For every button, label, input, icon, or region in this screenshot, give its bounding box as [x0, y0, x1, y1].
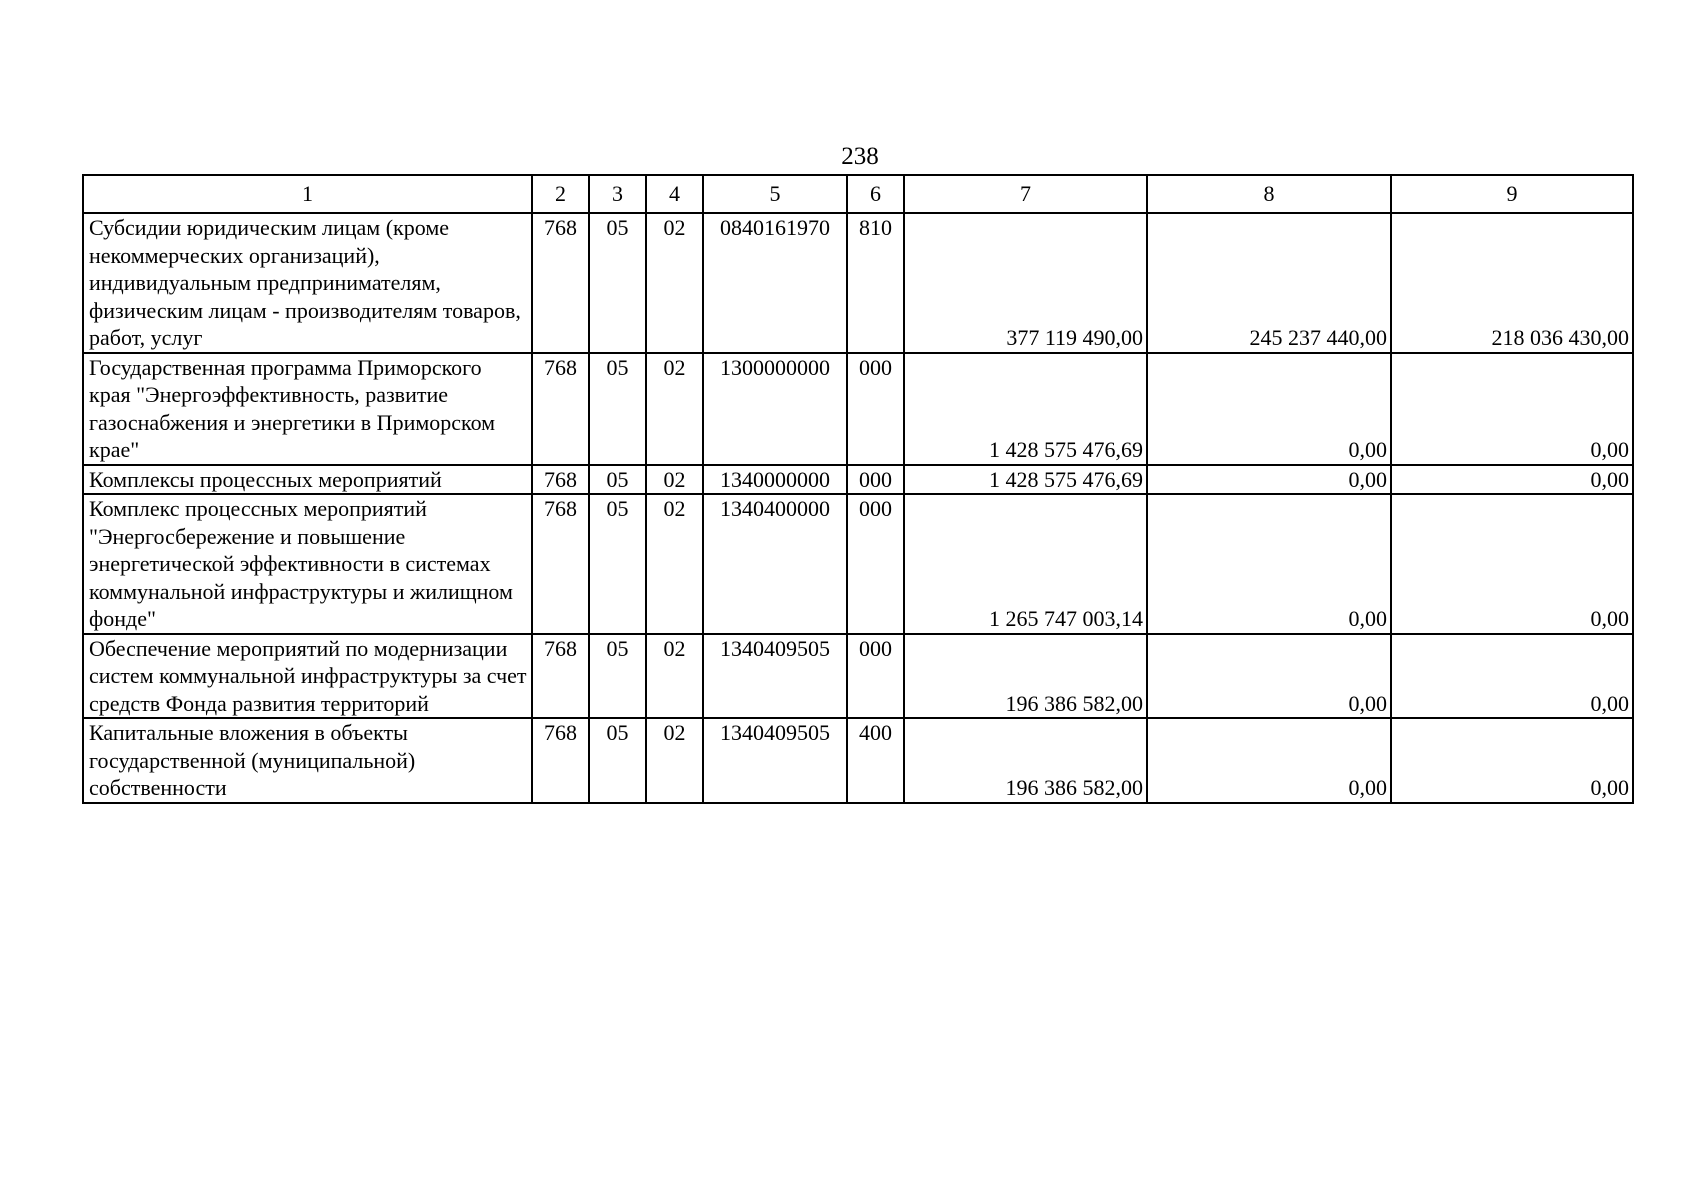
amount-col7: 196 386 582,00	[904, 718, 1147, 803]
table-row	[83, 213, 1633, 353]
amount-col7: 1 428 575 476,69	[904, 465, 1147, 495]
row-name: Государственная программа Приморского края "Энергоэффективность, развитие газоснабжения и энергетики в Приморском крае"	[83, 353, 532, 465]
section-code: 05	[589, 353, 646, 465]
subsection-code: 02	[646, 213, 703, 353]
target-article-code: 0840161970	[703, 213, 847, 353]
table-row	[83, 494, 1633, 634]
amount-col7: 1 265 747 003,14	[904, 494, 1147, 634]
ministry-code: 768	[532, 494, 589, 634]
amount-col8: 0,00	[1147, 465, 1391, 495]
section-code: 05	[589, 718, 646, 803]
row-name: Комплексы процессных мероприятий	[83, 465, 532, 495]
target-article-code: 1340409505	[703, 718, 847, 803]
expense-type-code: 400	[847, 718, 904, 803]
amount-col9: 0,00	[1391, 718, 1633, 803]
column-header: 3	[589, 175, 646, 213]
amount-col9: 0,00	[1391, 353, 1633, 465]
ministry-code: 768	[532, 634, 589, 719]
section-code: 05	[589, 213, 646, 353]
row-name: Субсидии юридическим лицам (кроме некоммерческих организаций), индивидуальным предпринимателям, физическим лицам - производителям товаров, работ, услуг	[83, 213, 532, 353]
target-article-code: 1340000000	[703, 465, 847, 495]
page-number: 238	[841, 143, 879, 170]
column-header: 6	[847, 175, 904, 213]
expense-type-code: 000	[847, 494, 904, 634]
row-name: Капитальные вложения в объекты государственной (муниципальной) собственности	[83, 718, 532, 803]
amount-col9: 218 036 430,00	[1391, 213, 1633, 353]
amount-col7: 196 386 582,00	[904, 634, 1147, 719]
expense-type-code: 810	[847, 213, 904, 353]
row-name: Комплекс процессных мероприятий "Энергосбережение и повышение энергетической эффективности в системах коммунальной инфраструктуры и жилищном фонде"	[83, 494, 532, 634]
column-header: 2	[532, 175, 589, 213]
subsection-code: 02	[646, 465, 703, 495]
amount-col7: 377 119 490,00	[904, 213, 1147, 353]
ministry-code: 768	[532, 465, 589, 495]
ministry-code: 768	[532, 353, 589, 465]
amount-col7: 1 428 575 476,69	[904, 353, 1147, 465]
column-header: 9	[1391, 175, 1633, 213]
amount-col9: 0,00	[1391, 494, 1633, 634]
target-article-code: 1340409505	[703, 634, 847, 719]
column-header: 1	[83, 175, 532, 213]
subsection-code: 02	[646, 494, 703, 634]
amount-col9: 0,00	[1391, 634, 1633, 719]
target-article-code: 1300000000	[703, 353, 847, 465]
column-header: 4	[646, 175, 703, 213]
budget-table	[82, 174, 1634, 804]
amount-col8: 0,00	[1147, 634, 1391, 719]
table-row	[83, 634, 1633, 719]
section-code: 05	[589, 634, 646, 719]
column-header: 5	[703, 175, 847, 213]
section-code: 05	[589, 494, 646, 634]
column-header: 8	[1147, 175, 1391, 213]
ministry-code: 768	[532, 213, 589, 353]
amount-col9: 0,00	[1391, 465, 1633, 495]
target-article-code: 1340400000	[703, 494, 847, 634]
amount-col8: 0,00	[1147, 718, 1391, 803]
amount-col8: 0,00	[1147, 353, 1391, 465]
subsection-code: 02	[646, 718, 703, 803]
expense-type-code: 000	[847, 353, 904, 465]
table-row	[83, 465, 1633, 495]
column-header: 7	[904, 175, 1147, 213]
section-code: 05	[589, 465, 646, 495]
amount-col8: 0,00	[1147, 494, 1391, 634]
expense-type-code: 000	[847, 634, 904, 719]
header-row	[83, 175, 1633, 213]
row-name: Обеспечение мероприятий по модернизации систем коммунальной инфраструктуры за счет средств Фонда развития территорий	[83, 634, 532, 719]
amount-col8: 245 237 440,00	[1147, 213, 1391, 353]
table-row	[83, 353, 1633, 465]
subsection-code: 02	[646, 353, 703, 465]
expense-type-code: 000	[847, 465, 904, 495]
subsection-code: 02	[646, 634, 703, 719]
table-row	[83, 718, 1633, 803]
ministry-code: 768	[532, 718, 589, 803]
